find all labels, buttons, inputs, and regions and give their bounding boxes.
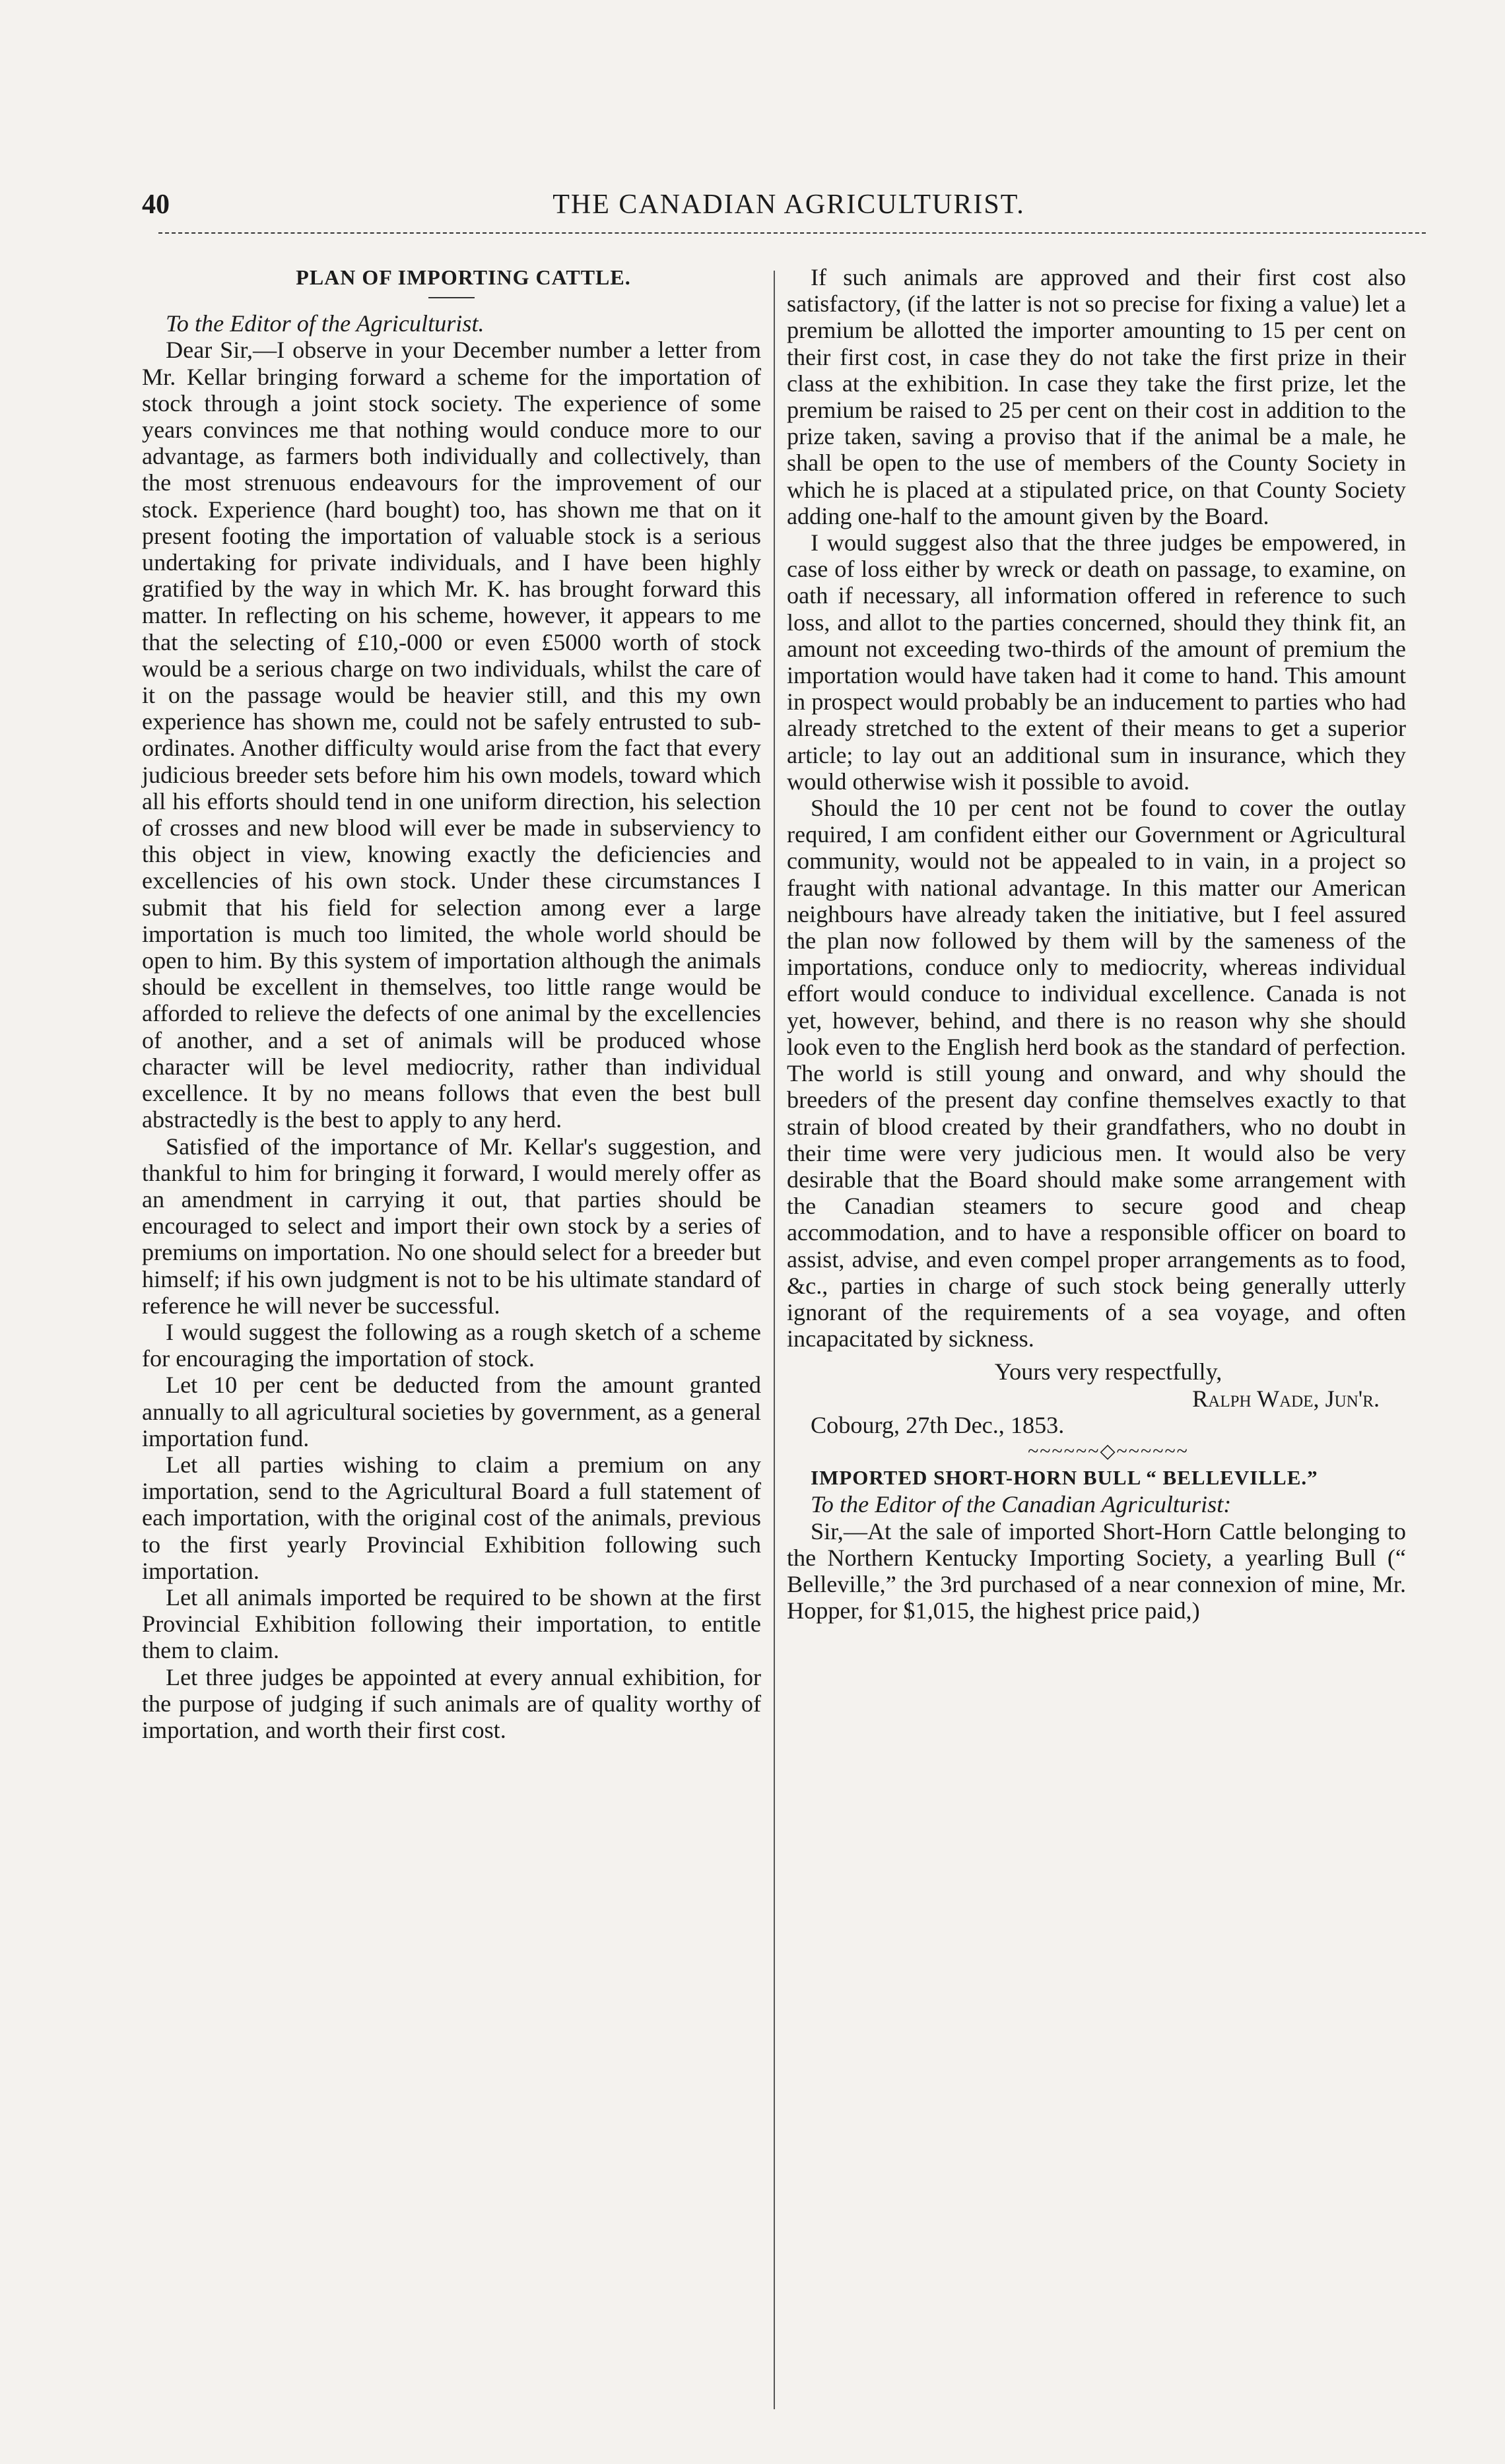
page-number: 40 [142,189,170,220]
paragraph: I would suggest also that the three judges be empowered, in case of loss either by wreck or death on passage, to examine, on oath if necessary, all information offered in reference to such loss, and allot to the parties concerned, should they think fit, an amount not exceeding two-thirds of the amount of premium the importation would have taken had it come to hand. This amount in prospect would probably be an inducement to parties who had already stretched to the extent of their means to get a superior article; to lay out an additional sum in insurance, which they would otherwise wish it possible to avoid. [787,529,1406,795]
paragraph: I would suggest the following as a rough sketch of a scheme for encouraging the importation of stock. [142,1318,761,1372]
paragraph: Should the 10 per cent not be found to cover the outlay required, I am confident either our Government or Agricultural community, would not be appealed to in vain, in a project so fraught with national advantage. In this matter our American neighbours have already taken the initiative, but I feel assured the plan now followed by them will by the sameness of the importations, conduce only to mediocrity, whereas individual effort would conduce to individual excellence. Canada is not yet, however, behind, and there is no reason why she should look even to the English herd book as the standard of perfection. The world is still young and onward, and why should the breeders of the present day confine themselves exactly to that strain of blood created by their grandfathers, who no doubt in their time were very judicious men. It would also be very desirable that the Board should make some arrangement with the Canadian steamers to secure good and cheap accommodation, and to have a responsible officer on board to assist, advise, and even compel proper arrangements as to food, &c., parties in charge of such stock being generally utterly ignorant of the requirements of a sea voyage, and often incapacitated by sickness. [787,795,1406,1352]
page-header [142,189,1436,226]
signature [787,1385,1406,1412]
paragraph: Satisfied of the importance of Mr. Kellar's suggestion, and thankful to him for bringing it forward, I would merely offer as an amendment in carrying it out, that parties should be encouraged to select and import their own stock by a series of premiums on importation. No one should select for a breeder but himself; if his own judgment is not to be his ultimate standard of reference he will never be successful. [142,1133,761,1319]
salutation: To the Editor of the Agriculturist. [166,310,485,337]
title-rule [428,297,475,298]
left-column [142,264,761,1743]
header-rule [158,232,1426,234]
paragraph: If such animals are approved and their first cost also satisfactory, (if the latter is not so precise for fixing a value) let a premium be allotted the importer amounting to 15 per cent on their first cost, in case they do not take the first prize in their class at the exhibition. In case they take the first prize, let the premium be raised to 25 per cent on their cost in addition to the prize taken, saving a proviso that if the animal be a male, he shall be open to the use of members of the County Society in which he is placed at a stipulated price, on that County Society adding one-half to the amount given by the Board. [787,264,1406,529]
spacer [787,1352,1406,1358]
ornament-divider: ~~~~~~◇~~~~~~ [1028,1440,1189,1462]
paragraph: Let all animals imported be required to be shown at the first Provincial Exhibition following their importation, to entitle them to claim. [142,1583,761,1664]
article-title: PLAN OF IMPORTING CATTLE. [296,265,631,289]
salutation: To the Editor of the Canadian Agriculturist: [811,1491,1232,1518]
paragraph: Let three judges be appointed at every annual exhibition, for the purpose of judging if such animals are of quality worthy of importation, and worth their first cost. [142,1663,761,1743]
paragraph: Let all parties wishing to claim a premium on any importation, send to the Agricultural Board a full statement of each importation, with the original cost of the animals, previous to the first yearly Provincial Exhibition following such importation. [142,1451,761,1584]
paragraph: Let 10 per cent be deducted from the amount granted annually to all agricultural societies by government, as a general importation fund. [142,1372,761,1451]
dateline: Cobourg, 27th Dec., 1853. [811,1411,1065,1438]
paragraph: Dear Sir,—I observe in your December number a letter from Mr. Kellar bringing forward a scheme for the importation of stock through a joint stock society. The experience of some years convinces me that nothing would conduce more to our advantage, as farmers both individually and collectively, than the most strenuous endeavours for the improvement of our stock. Experience (hard bought) too, has shown me that on it present footing the importation of valuable stock is a serious undertaking for private individuals, and I have been highly gratified by the way in which Mr. K. has brought forward this matter. In reflecting on his scheme, however, it appears to me that the selecting of £10,-000 or even £5000 worth of stock would be a serious charge on two individuals, whilst the care of it on the passage would be heavier still, and this my own experience has shown me, could not be safely entrusted to sub-ordinates. Another difficulty would arise from the fact that every judicious breeder sets before him his own models, toward which all his efforts should tend in one uniform direction, his selection of crosses and new blood will ever be made in subserviency to this object in view, knowing exactly the deficiencies and excellencies of his own stock. Under these circumstances I submit that his field for selection among ever a large importation is much too limited, the whole world should be open to him. By this system of importation although the animals should be excellent in themselves, too little range would be afforded to relieve the defects of one animal by the excellencies of another, and a set of animals will be produced whose character will be level mediocrity, rather than individual excellence. It by no means follows that even the best bull abstractedly is the best to apply to any herd. [142,337,761,1133]
column-separator [774,271,775,2409]
running-title: THE CANADIAN AGRICULTURIST. [552,189,1025,220]
article-title: IMPORTED SHORT-HORN BULL “ BELLEVILLE.” [811,1466,1318,1490]
closing: Yours very respectfully, [994,1358,1222,1385]
right-column [787,264,1406,1624]
signature-name: Ralph Wade, Jun'r. [1192,1385,1380,1412]
paragraph: Sir,—At the sale of imported Short-Horn Cattle belonging to the Northern Kentucky Importing Society, a yearling Bull (“ Belleville,” the 3rd purchased of a near connexion of mine, Mr. Hopper, for $1,015, the highest price paid,) [787,1517,1406,1624]
